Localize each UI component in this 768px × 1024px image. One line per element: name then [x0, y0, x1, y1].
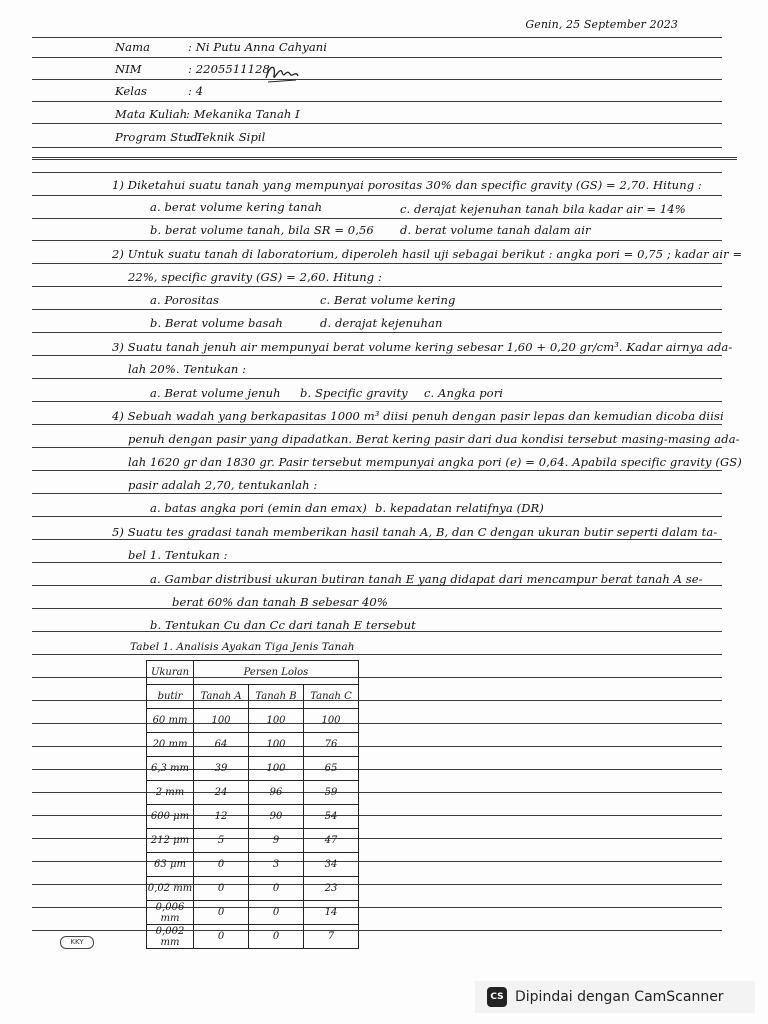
header-ukuran: Ukuran [147, 661, 194, 685]
cell-tanah-c: 76 [304, 733, 359, 757]
signature-image [262, 60, 302, 86]
cell-tanah-a: 5 [194, 829, 249, 853]
ruled-line [32, 861, 722, 862]
cell-tanah-c: 59 [304, 781, 359, 805]
ruled-line [32, 769, 722, 770]
cell-tanah-b: 9 [249, 829, 304, 853]
cell-tanah-c: 23 [304, 877, 359, 901]
cell-tanah-b: 90 [249, 805, 304, 829]
field-value-program-studi: : Teknik Sipil [188, 130, 266, 144]
question-5-text: 5) Suatu tes gradasi tanah memberikan hasil tanah A, B, dan C dengan ukuran butir seperti dalam ta- [112, 525, 718, 539]
table-row [147, 805, 359, 829]
ruled-line [32, 240, 722, 241]
question-4b: b. kepadatan relatifnya (DR) [375, 501, 544, 515]
ruled-line [32, 746, 722, 747]
ruled-line [32, 654, 722, 655]
question-2-text: 2) Untuk suatu tanah di laboratorium, diperoleh hasil uji sebagai berikut : angka pori = 0,75 ; kadar air = [112, 247, 743, 261]
question-1-text: 1) Diketahui suatu tanah yang mempunyai porositas 30% dan specific gravity (GS) = 2,70. Hitung : [112, 178, 702, 192]
cell-tanah-b: 100 [249, 757, 304, 781]
ruled-line [32, 930, 722, 931]
table-title: Tabel 1. Analisis Ayakan Tiga Jenis Tanah [130, 641, 355, 653]
table-row [147, 757, 359, 781]
field-label-program-studi: Program Studi [115, 130, 202, 144]
ruled-line [32, 378, 722, 379]
ruled-line [32, 218, 722, 219]
cell-tanah-b: 100 [249, 733, 304, 757]
header-persen-lolos: Persen Lolos [194, 661, 359, 685]
cell-tanah-a: 64 [194, 733, 249, 757]
cell-tanah-a: 0 [194, 901, 249, 925]
table-row [147, 709, 359, 733]
cell-size: 212 μm [147, 829, 194, 853]
cell-tanah-c: 14 [304, 901, 359, 925]
ruled-line [32, 516, 722, 517]
ruled-line [32, 147, 722, 148]
question-5-text-cont: bel 1. Tentukan : [128, 548, 228, 562]
cell-tanah-b: 0 [249, 877, 304, 901]
cell-tanah-a: 0 [194, 853, 249, 877]
cell-tanah-a: 39 [194, 757, 249, 781]
field-value-nama: : Ni Putu Anna Cahyani [188, 40, 328, 54]
question-4a: a. batas angka pori (emin dan emax) [150, 501, 367, 515]
question-3c: c. Angka pori [424, 386, 504, 400]
cell-tanah-a: 0 [194, 877, 249, 901]
notebook-brand-mark: KKY [60, 936, 94, 949]
ruled-line [32, 815, 722, 816]
ruled-line [32, 539, 722, 540]
ruled-line [32, 309, 722, 310]
question-2a: a. Porositas [150, 293, 219, 307]
cell-size: 60 mm [147, 709, 194, 733]
ruled-line [32, 157, 737, 160]
question-3-text: 3) Suatu tanah jenuh air mempunyai berat volume kering sebesar 1,60 + 0,20 gr/cm³. Kadar airnya ada- [112, 340, 733, 354]
cell-size: 600 μm [147, 805, 194, 829]
question-5a-cont: berat 60% dan tanah B sebesar 40% [172, 595, 388, 609]
cell-tanah-a: 0 [194, 925, 249, 949]
header-butir: butir [147, 685, 194, 709]
ruled-line [32, 101, 722, 102]
table-row [147, 925, 359, 949]
cell-tanah-c: 54 [304, 805, 359, 829]
ruled-line [32, 907, 722, 908]
table-row [147, 877, 359, 901]
ruled-line [32, 562, 722, 563]
date-text: Genin, 25 September 2023 [525, 18, 678, 31]
camscanner-watermark [475, 981, 755, 1013]
question-1c: c. derajat kejenuhan tanah bila kadar air = 14% [400, 202, 686, 216]
question-4-text-cont-3: pasir adalah 2,70, tentukanlah : [128, 478, 318, 492]
table-row [147, 829, 359, 853]
ruled-line [32, 172, 722, 173]
cell-size: 0,006 mm [147, 901, 194, 925]
field-label-mata-kuliah: Mata Kuliah [115, 107, 188, 121]
ruled-line [32, 332, 722, 333]
table-row [147, 853, 359, 877]
field-value-nim: : 2205511128 [188, 62, 270, 76]
ruled-line [32, 286, 722, 287]
cell-tanah-c: 47 [304, 829, 359, 853]
cell-tanah-c: 34 [304, 853, 359, 877]
question-2c: c. Berat volume kering [320, 293, 456, 307]
cell-tanah-c: 100 [304, 709, 359, 733]
cell-size: 0,002 mm [147, 925, 194, 949]
cell-tanah-a: 100 [194, 709, 249, 733]
ruled-line [32, 792, 722, 793]
cell-size: 20 mm [147, 733, 194, 757]
table-row [147, 733, 359, 757]
sieve-analysis-table [146, 660, 359, 949]
ruled-line [32, 838, 722, 839]
ruled-line [32, 493, 722, 494]
field-value-kelas: : 4 [188, 84, 204, 98]
cell-size: 63 μm [147, 853, 194, 877]
ruled-line [32, 37, 722, 38]
camscanner-logo-icon: CS [487, 987, 507, 1007]
field-label-nama: Nama [115, 40, 151, 54]
cell-tanah-b: 100 [249, 709, 304, 733]
ruled-line [32, 723, 722, 724]
table-header-row [147, 661, 359, 685]
ruled-line [32, 79, 722, 80]
cell-tanah-b: 0 [249, 901, 304, 925]
field-label-kelas: Kelas [115, 84, 148, 98]
ruled-line [32, 470, 722, 471]
question-1d: d. berat volume tanah dalam air [400, 223, 591, 237]
ruled-line [32, 263, 722, 264]
ruled-line [32, 355, 722, 356]
cell-size: 6,3 mm [147, 757, 194, 781]
question-5b: b. Tentukan Cu dan Cc dari tanah E tersebut [150, 618, 416, 632]
cell-tanah-b: 96 [249, 781, 304, 805]
cell-tanah-c: 65 [304, 757, 359, 781]
ruled-line [32, 700, 722, 701]
table-row [147, 781, 359, 805]
question-3-text-cont: lah 20%. Tentukan : [128, 362, 247, 376]
header-tanah-c: Tanah C [304, 685, 359, 709]
cell-tanah-a: 24 [194, 781, 249, 805]
ruled-line [32, 401, 722, 402]
question-3b: b. Specific gravity [300, 386, 408, 400]
question-2d: d. derajat kejenuhan [320, 316, 443, 330]
ruled-line [32, 447, 722, 448]
cell-tanah-b: 0 [249, 925, 304, 949]
ruled-line [32, 884, 722, 885]
table-row [147, 901, 359, 925]
question-1a: a. berat volume kering tanah [150, 200, 323, 214]
ruled-line [32, 424, 722, 425]
table-header-row [147, 685, 359, 709]
field-label-nim: NIM [115, 62, 142, 76]
field-value-mata-kuliah: : Mekanika Tanah I [186, 107, 300, 121]
question-4-text-cont-1: penuh dengan pasir yang dipadatkan. Berat kering pasir dari dua kondisi tersebut masing-masing ada- [128, 432, 740, 446]
question-1b: b. berat volume tanah, bila SR = 0,56 [150, 223, 374, 237]
ruled-line [32, 57, 722, 58]
cell-size: 2 mm [147, 781, 194, 805]
question-3a: a. Berat volume jenuh [150, 386, 281, 400]
header-tanah-b: Tanah B [249, 685, 304, 709]
question-2-text-cont: 22%, specific gravity (GS) = 2,60. Hitung : [128, 270, 382, 284]
cell-tanah-a: 12 [194, 805, 249, 829]
question-4-text: 4) Sebuah wadah yang berkapasitas 1000 m³ diisi penuh dengan pasir lepas dan kemudian dicoba diisi [112, 409, 724, 423]
question-2b: b. Berat volume basah [150, 316, 283, 330]
ruled-line [32, 195, 722, 196]
cell-tanah-c: 7 [304, 925, 359, 949]
question-4-text-cont-2: lah 1620 gr dan 1830 gr. Pasir tersebut mempunyai angka pori (e) = 0,64. Apabila specific gravity (GS) [128, 455, 742, 469]
camscanner-text: Dipindai dengan CamScanner [515, 989, 724, 1005]
header-tanah-a: Tanah A [194, 685, 249, 709]
cell-tanah-b: 3 [249, 853, 304, 877]
cell-size: 0,02 mm [147, 877, 194, 901]
ruled-line [32, 677, 722, 678]
question-5a: a. Gambar distribusi ukuran butiran tanah E yang didapat dari mencampur berat tanah A se- [150, 572, 703, 586]
ruled-line [32, 123, 722, 124]
